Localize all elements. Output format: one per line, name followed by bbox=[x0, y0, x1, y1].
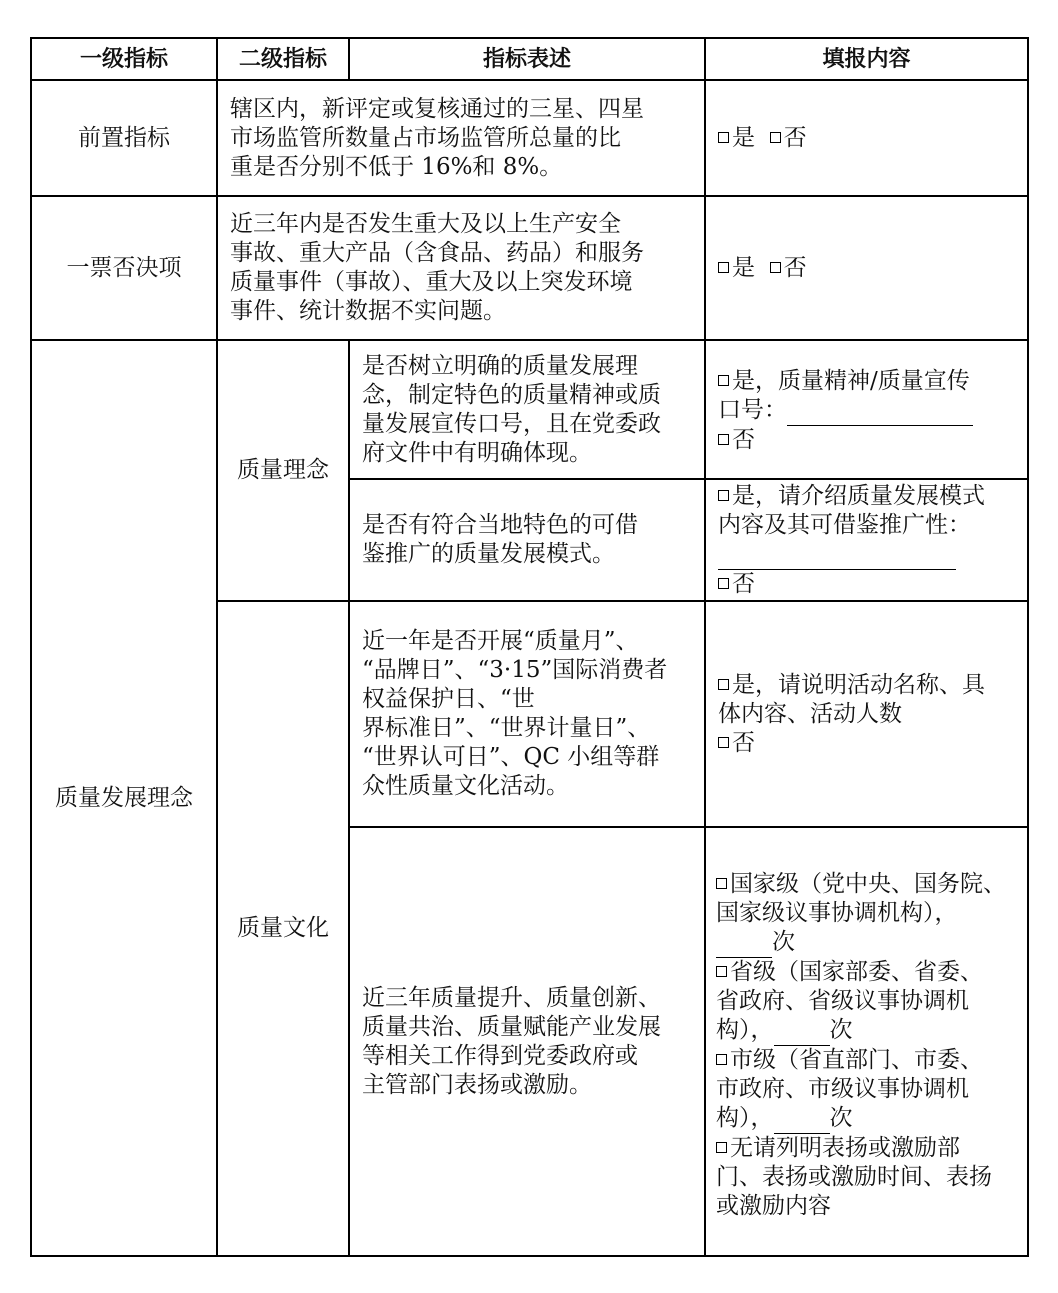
secondary-quality-culture: 质量文化 bbox=[237, 915, 329, 941]
fill-text: 体内容、活动人数 bbox=[718, 700, 902, 727]
checkbox-yes[interactable] bbox=[718, 490, 729, 501]
fill-text: 次 bbox=[829, 1105, 853, 1131]
fill-text: 构）， bbox=[716, 1105, 774, 1131]
desc-line: 近三年质量提升、质量创新、 bbox=[362, 984, 661, 1011]
blank-municipal-count[interactable] bbox=[774, 1104, 830, 1134]
desc-veto bbox=[218, 197, 704, 339]
checkbox-no[interactable] bbox=[770, 132, 781, 143]
blank-slogan[interactable] bbox=[787, 396, 973, 426]
desc-line: 近三年内是否发生重大及以上生产安全 bbox=[230, 211, 621, 237]
checkbox-yes[interactable] bbox=[718, 375, 729, 386]
fill-text: 次 bbox=[829, 1017, 853, 1043]
desc-line: 是否树立明确的质量发展理 bbox=[362, 352, 638, 379]
fill-quality-spirit bbox=[706, 341, 1027, 478]
desc-line: 近一年是否开展“质量月”、 bbox=[362, 628, 639, 654]
indicator-table bbox=[30, 37, 1029, 1257]
desc-line: 是否有符合当地特色的可借 bbox=[362, 512, 638, 538]
checkbox-none[interactable] bbox=[716, 1142, 727, 1153]
option-yes-label: 是 bbox=[732, 254, 755, 281]
checkbox-no[interactable] bbox=[718, 578, 729, 589]
desc-line: 府文件中有明确体现。 bbox=[362, 439, 592, 466]
fill-text: 是，请介绍质量发展模式 bbox=[732, 483, 985, 509]
checkbox-municipal[interactable] bbox=[716, 1054, 727, 1065]
option-no-label: 否 bbox=[732, 427, 755, 453]
option-no-label: 否 bbox=[783, 124, 807, 151]
fill-text: 构）， bbox=[716, 1017, 774, 1043]
desc-line: “世界认可日”、QC 小组等群 bbox=[362, 744, 660, 770]
fill-text: 是，质量精神/质量宣传 bbox=[732, 368, 970, 394]
desc-prerequisite bbox=[218, 81, 704, 195]
blank-model[interactable] bbox=[718, 540, 956, 570]
fill-text: 或激励内容 bbox=[716, 1193, 831, 1219]
header-primary: 一级指标 bbox=[79, 46, 168, 72]
desc-line: 众性质量文化活动。 bbox=[362, 773, 569, 799]
fill-prerequisite bbox=[706, 81, 1027, 195]
header-secondary: 二级指标 bbox=[238, 46, 327, 72]
secondary-quality-idea: 质量理念 bbox=[237, 457, 329, 483]
desc-dev-model bbox=[350, 480, 704, 600]
header-fill: 填报内容 bbox=[822, 46, 911, 72]
desc-line: 量发展宣传口号，且在党委政 bbox=[362, 410, 661, 437]
option-yes-label: 是 bbox=[732, 124, 755, 151]
fill-text: 次 bbox=[772, 929, 795, 955]
desc-line: 市场监管所数量占市场监管所总量的比 bbox=[230, 124, 621, 151]
primary-veto: 一票否决项 bbox=[66, 254, 182, 281]
desc-line: 辖区内，新评定或复核通过的三星、四星 bbox=[230, 95, 644, 122]
option-no-label: 否 bbox=[783, 254, 807, 281]
fill-text: 省级（国家部委、省委、 bbox=[730, 959, 983, 985]
desc-commendation bbox=[350, 828, 704, 1255]
fill-text: 市政府、市级议事协调机 bbox=[716, 1076, 969, 1102]
fill-veto bbox=[706, 197, 1027, 339]
fill-culture-activities bbox=[706, 602, 1027, 826]
fill-text: 口号： bbox=[718, 397, 787, 423]
option-no-label: 否 bbox=[732, 571, 755, 597]
checkbox-provincial[interactable] bbox=[716, 966, 727, 977]
fill-text: 国家级（党中央、国务院、 bbox=[730, 871, 1006, 897]
checkbox-national[interactable] bbox=[716, 878, 727, 889]
desc-culture-activities bbox=[350, 602, 704, 826]
desc-line: 质量事件（事故）、重大及以上突发环境 bbox=[230, 269, 633, 295]
desc-line: 主管部门表扬或激励。 bbox=[362, 1071, 592, 1098]
primary-prerequisite: 前置指标 bbox=[78, 124, 170, 151]
desc-line: “品牌日”、“3·15”国际消费者 bbox=[362, 657, 668, 683]
checkbox-no[interactable] bbox=[770, 262, 781, 273]
header-description: 指标表述 bbox=[482, 46, 571, 72]
blank-national-count[interactable] bbox=[716, 928, 772, 958]
fill-text: 无请列明表扬或激励部 bbox=[730, 1135, 960, 1161]
desc-line: 事故、重大产品（含食品、药品）和服务 bbox=[230, 240, 644, 266]
desc-line: 事件、统计数据不实问题。 bbox=[230, 298, 506, 324]
fill-text: 门、表扬或激励时间、表扬 bbox=[716, 1164, 992, 1190]
fill-dev-model bbox=[706, 480, 1027, 600]
rule-right bbox=[1027, 37, 1029, 1257]
checkbox-yes[interactable] bbox=[718, 679, 729, 690]
fill-text: 市级（省直部门、市委、 bbox=[730, 1047, 983, 1073]
fill-text: 国家级议事协调机构）， bbox=[716, 900, 958, 926]
fill-text: 省政府、省级议事协调机 bbox=[716, 988, 969, 1014]
desc-quality-spirit bbox=[350, 341, 704, 478]
primary-quality-concept: 质量发展理念 bbox=[55, 784, 193, 811]
checkbox-no[interactable] bbox=[718, 434, 729, 445]
rule-bottom bbox=[30, 1255, 1029, 1257]
checkbox-yes[interactable] bbox=[718, 262, 729, 273]
fill-text: 是，请说明活动名称、具 bbox=[732, 671, 985, 698]
desc-line: 念，制定特色的质量精神或质 bbox=[362, 381, 661, 408]
desc-line: 界标准日”、“世界计量日”、 bbox=[362, 715, 651, 741]
fill-commendation bbox=[706, 828, 1027, 1255]
desc-line: 质量共治、质量赋能产业发展 bbox=[362, 1013, 661, 1040]
option-no-label: 否 bbox=[732, 729, 755, 756]
desc-line: 等相关工作得到党委政府或 bbox=[362, 1042, 638, 1069]
desc-line: 鉴推广的质量发展模式。 bbox=[362, 541, 615, 567]
desc-line: 权益保护日、“世 bbox=[362, 686, 535, 712]
checkbox-yes[interactable] bbox=[718, 132, 729, 143]
checkbox-no[interactable] bbox=[718, 737, 729, 748]
desc-line: 重是否分别不低于 16%和 8%。 bbox=[230, 153, 563, 180]
blank-provincial-count[interactable] bbox=[774, 1016, 830, 1046]
fill-text: 内容及其可借鉴推广性： bbox=[718, 512, 971, 538]
